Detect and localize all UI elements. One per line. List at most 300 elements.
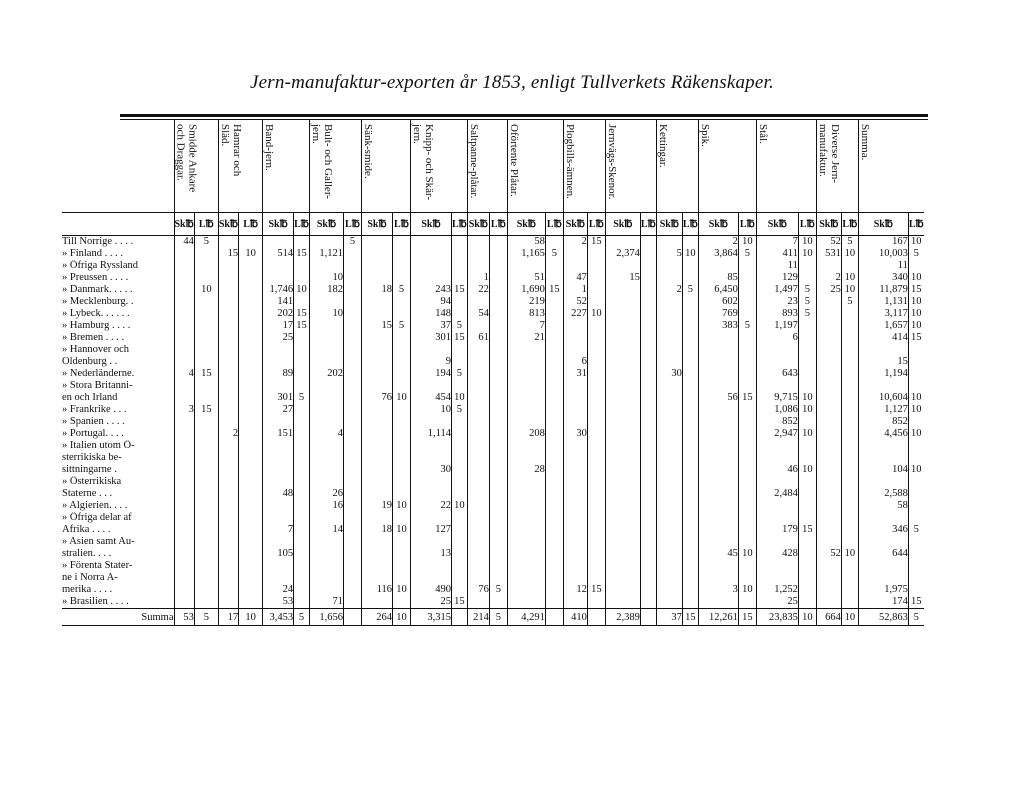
cell-lispund	[489, 464, 507, 476]
cell-skeppund	[816, 596, 841, 609]
cell-skeppund	[507, 452, 545, 464]
cell-lispund	[489, 260, 507, 272]
cell-skeppund: 664	[816, 609, 841, 626]
cell-skeppund	[218, 572, 238, 584]
cell-lispund	[798, 584, 816, 596]
cell-skeppund: 6	[563, 356, 587, 368]
cell-skeppund	[563, 416, 587, 428]
cell-skeppund	[605, 392, 640, 404]
cell-lispund: 10	[392, 609, 410, 626]
cell-lispund	[640, 404, 656, 416]
cell-skeppund: 7	[507, 320, 545, 332]
cell-skeppund: 15	[218, 248, 238, 260]
cell-skeppund	[563, 524, 587, 536]
cell-skeppund	[698, 404, 738, 416]
cell-skeppund	[656, 512, 682, 524]
cell-lispund	[640, 416, 656, 428]
cell-skeppund	[361, 488, 392, 500]
cell-lispund	[738, 560, 756, 572]
cell-skeppund	[174, 440, 194, 452]
cell-lispund	[194, 416, 218, 428]
column-header-label: Kettingar.	[656, 124, 669, 168]
cell-lispund	[908, 536, 923, 548]
cell-skeppund	[756, 380, 798, 392]
cell-lispund	[343, 500, 361, 512]
cell-lispund	[841, 308, 858, 320]
cell-skeppund: 148	[410, 308, 451, 320]
cell-skeppund	[816, 296, 841, 308]
cell-skeppund	[218, 332, 238, 344]
cell-skeppund: 411	[756, 248, 798, 260]
cell-lispund	[194, 308, 218, 320]
cell-lispund	[392, 344, 410, 356]
cell-lispund	[682, 332, 698, 344]
cell-lispund	[798, 548, 816, 560]
cell-lispund	[294, 260, 310, 272]
cell-lispund	[682, 356, 698, 368]
summa-row	[62, 609, 924, 626]
cell-lispund	[587, 296, 605, 308]
unit-lispund: L℔	[294, 213, 310, 236]
cell-lispund	[545, 572, 563, 584]
cell-skeppund	[263, 356, 294, 368]
cell-lispund	[392, 308, 410, 320]
cell-skeppund	[816, 344, 841, 356]
cell-lispund	[545, 236, 563, 249]
cell-skeppund: 85	[698, 272, 738, 284]
cell-lispund	[194, 500, 218, 512]
cell-skeppund: 129	[756, 272, 798, 284]
cell-skeppund	[507, 440, 545, 452]
cell-lispund	[392, 596, 410, 609]
cell-lispund: 10	[908, 392, 923, 404]
cell-skeppund	[467, 536, 489, 548]
cell-skeppund	[858, 536, 908, 548]
row-label: » Nederländerne.	[62, 368, 135, 379]
cell-lispund	[798, 488, 816, 500]
cell-lispund	[343, 524, 361, 536]
table-row	[62, 344, 924, 356]
cell-skeppund	[467, 476, 489, 488]
cell-skeppund: 25	[756, 596, 798, 609]
cell-lispund	[908, 560, 923, 572]
cell-skeppund: 11	[756, 260, 798, 272]
cell-skeppund: 44	[174, 236, 194, 249]
cell-skeppund	[218, 548, 238, 560]
column-header	[858, 120, 923, 213]
cell-lispund	[239, 284, 263, 296]
cell-lispund	[489, 344, 507, 356]
cell-lispund	[294, 572, 310, 584]
cell-skeppund	[263, 344, 294, 356]
cell-skeppund: 141	[263, 296, 294, 308]
cell-skeppund	[858, 440, 908, 452]
cell-lispund: 15	[194, 368, 218, 380]
cell-skeppund	[698, 356, 738, 368]
cell-lispund	[908, 572, 923, 584]
cell-lispund	[841, 392, 858, 404]
cell-skeppund: 53	[263, 596, 294, 609]
cell-lispund	[587, 452, 605, 464]
cell-skeppund	[263, 416, 294, 428]
cell-skeppund: 813	[507, 308, 545, 320]
cell-skeppund	[309, 584, 343, 596]
cell-lispund	[392, 572, 410, 584]
cell-lispund	[738, 464, 756, 476]
cell-skeppund: 428	[756, 548, 798, 560]
cell-skeppund: 61	[467, 332, 489, 344]
cell-skeppund	[656, 392, 682, 404]
cell-skeppund: 1,690	[507, 284, 545, 296]
cell-lispund	[545, 320, 563, 332]
cell-skeppund	[410, 488, 451, 500]
row-label: ne i Norra A-	[62, 572, 118, 583]
cell-lispund	[343, 380, 361, 392]
cell-skeppund	[858, 512, 908, 524]
units-blank	[62, 213, 174, 236]
cell-lispund	[392, 380, 410, 392]
cell-skeppund: 214	[467, 609, 489, 626]
cell-skeppund	[467, 260, 489, 272]
cell-lispund	[392, 536, 410, 548]
cell-skeppund	[605, 296, 640, 308]
cell-skeppund: 2	[563, 236, 587, 249]
cell-lispund	[451, 512, 467, 524]
row-label: » Italien utom Ö-	[62, 440, 135, 451]
cell-skeppund	[263, 452, 294, 464]
cell-skeppund	[816, 536, 841, 548]
cell-skeppund	[507, 260, 545, 272]
cell-skeppund	[309, 332, 343, 344]
cell-skeppund	[563, 380, 587, 392]
cell-skeppund	[174, 548, 194, 560]
cell-lispund	[738, 404, 756, 416]
table-row	[62, 332, 924, 344]
cell-lispund	[392, 464, 410, 476]
cell-skeppund: 30	[656, 368, 682, 380]
cell-lispund	[738, 368, 756, 380]
cell-lispund: 5	[392, 284, 410, 296]
cell-skeppund	[218, 596, 238, 609]
cell-skeppund	[174, 512, 194, 524]
cell-skeppund	[361, 344, 392, 356]
cell-lispund	[587, 428, 605, 440]
cell-skeppund	[605, 452, 640, 464]
cell-lispund	[908, 344, 923, 356]
cell-lispund	[451, 308, 467, 320]
cell-skeppund	[816, 380, 841, 392]
cell-lispund	[239, 476, 263, 488]
cell-lispund: 10	[798, 248, 816, 260]
cell-skeppund	[467, 452, 489, 464]
cell-skeppund	[756, 500, 798, 512]
cell-lispund	[798, 368, 816, 380]
cell-lispund: 5	[545, 248, 563, 260]
cell-skeppund: 23	[756, 296, 798, 308]
cell-skeppund: 127	[410, 524, 451, 536]
cell-lispund	[194, 392, 218, 404]
unit-skeppund: Sk℔	[263, 213, 294, 236]
cell-skeppund	[263, 236, 294, 249]
cell-lispund	[451, 524, 467, 536]
cell-lispund: 5	[451, 404, 467, 416]
cell-skeppund	[309, 260, 343, 272]
cell-lispund	[587, 548, 605, 560]
cell-skeppund	[309, 236, 343, 249]
cell-lispund: 10	[682, 248, 698, 260]
cell-lispund	[798, 416, 816, 428]
cell-skeppund: 104	[858, 464, 908, 476]
cell-lispund: 10	[798, 404, 816, 416]
cell-lispund	[194, 572, 218, 584]
cell-skeppund: 1,656	[309, 609, 343, 626]
cell-lispund	[343, 416, 361, 428]
cell-lispund: 15	[451, 596, 467, 609]
cell-skeppund	[467, 500, 489, 512]
page-title: Jern-manufaktur-exporten år 1853, enligt Tullverkets Räkenskaper.	[250, 72, 774, 93]
column-header	[656, 120, 698, 213]
cell-skeppund	[563, 332, 587, 344]
cell-skeppund	[507, 596, 545, 609]
cell-skeppund: 219	[507, 296, 545, 308]
cell-skeppund	[263, 572, 294, 584]
row-label: sittningarne .	[62, 464, 117, 475]
cell-lispund	[545, 452, 563, 464]
cell-lispund	[451, 260, 467, 272]
row-label: Oldenburg . .	[62, 356, 118, 367]
cell-skeppund	[309, 404, 343, 416]
cell-lispund	[587, 512, 605, 524]
cell-skeppund: 3,117	[858, 308, 908, 320]
cell-skeppund: 410	[563, 609, 587, 626]
cell-skeppund	[361, 248, 392, 260]
cell-skeppund: 105	[263, 548, 294, 560]
cell-lispund	[294, 452, 310, 464]
cell-skeppund: 174	[858, 596, 908, 609]
cell-skeppund	[218, 512, 238, 524]
cell-lispund	[798, 380, 816, 392]
cell-lispund: 10	[392, 392, 410, 404]
cell-lispund: 5	[908, 609, 923, 626]
cell-skeppund	[361, 260, 392, 272]
cell-lispund	[798, 560, 816, 572]
cell-skeppund	[816, 368, 841, 380]
cell-skeppund	[309, 536, 343, 548]
column-header-label: Bult- och Galler- jern.	[309, 124, 334, 199]
cell-skeppund: 1,121	[309, 248, 343, 260]
cell-lispund	[587, 380, 605, 392]
cell-skeppund	[656, 296, 682, 308]
cell-skeppund: 1,975	[858, 584, 908, 596]
cell-skeppund	[605, 320, 640, 332]
cell-lispund	[451, 440, 467, 452]
cell-lispund	[841, 452, 858, 464]
row-label: » Brasilien . . . .	[62, 596, 129, 607]
cell-lispund	[343, 344, 361, 356]
cell-lispund	[545, 464, 563, 476]
cell-skeppund: 71	[309, 596, 343, 609]
cell-lispund	[798, 272, 816, 284]
cell-skeppund	[563, 488, 587, 500]
cell-lispund: 10	[587, 308, 605, 320]
cell-lispund	[489, 308, 507, 320]
cell-skeppund	[858, 380, 908, 392]
cell-lispund: 10	[908, 308, 923, 320]
table-row	[62, 548, 924, 560]
cell-lispund	[294, 296, 310, 308]
cell-skeppund	[467, 596, 489, 609]
cell-lispund	[294, 356, 310, 368]
cell-lispund	[587, 524, 605, 536]
cell-lispund	[239, 488, 263, 500]
cell-skeppund	[698, 524, 738, 536]
cell-skeppund	[563, 548, 587, 560]
cell-lispund	[239, 356, 263, 368]
units-row	[62, 213, 924, 236]
cell-lispund	[451, 476, 467, 488]
cell-lispund	[451, 464, 467, 476]
cell-lispund	[841, 596, 858, 609]
cell-skeppund	[698, 596, 738, 609]
cell-lispund	[294, 560, 310, 572]
cell-lispund	[392, 560, 410, 572]
cell-lispund	[587, 440, 605, 452]
cell-lispund	[294, 476, 310, 488]
cell-lispund	[294, 272, 310, 284]
cell-skeppund	[698, 560, 738, 572]
cell-skeppund	[410, 260, 451, 272]
unit-lispund: L℔	[451, 213, 467, 236]
row-label: » Finland . . . .	[62, 248, 123, 259]
cell-skeppund	[698, 476, 738, 488]
cell-skeppund	[218, 368, 238, 380]
cell-lispund	[908, 548, 923, 560]
cell-lispund	[489, 488, 507, 500]
cell-lispund	[841, 380, 858, 392]
cell-lispund	[738, 416, 756, 428]
cell-skeppund	[656, 236, 682, 249]
cell-skeppund	[605, 548, 640, 560]
cell-lispund	[239, 452, 263, 464]
cell-lispund: 10	[194, 284, 218, 296]
cell-skeppund	[361, 572, 392, 584]
unit-lispund: L℔	[545, 213, 563, 236]
cell-lispund	[392, 260, 410, 272]
cell-skeppund	[563, 320, 587, 332]
cell-lispund	[908, 380, 923, 392]
table-row	[62, 536, 924, 548]
cell-skeppund	[467, 560, 489, 572]
cell-lispund	[640, 452, 656, 464]
cell-skeppund	[605, 596, 640, 609]
cell-lispund	[841, 416, 858, 428]
cell-lispund: 10	[908, 236, 923, 249]
header-blank	[62, 120, 174, 213]
cell-skeppund	[361, 560, 392, 572]
cell-skeppund	[467, 512, 489, 524]
cell-skeppund	[656, 440, 682, 452]
cell-skeppund	[507, 368, 545, 380]
table-row	[62, 584, 924, 596]
cell-lispund: 10	[451, 392, 467, 404]
unit-skeppund: Sk℔	[816, 213, 841, 236]
cell-lispund	[489, 392, 507, 404]
cell-lispund	[738, 476, 756, 488]
cell-lispund	[294, 584, 310, 596]
cell-skeppund	[410, 560, 451, 572]
cell-lispund	[587, 392, 605, 404]
cell-lispund	[392, 272, 410, 284]
table-row	[62, 524, 924, 536]
cell-lispund: 10	[841, 248, 858, 260]
cell-skeppund	[816, 500, 841, 512]
table-row	[62, 500, 924, 512]
cell-skeppund	[361, 332, 392, 344]
cell-skeppund	[309, 356, 343, 368]
cell-skeppund	[361, 440, 392, 452]
cell-lispund	[343, 296, 361, 308]
cell-skeppund	[605, 584, 640, 596]
table-row	[62, 320, 924, 332]
cell-skeppund: 10,003	[858, 248, 908, 260]
cell-skeppund	[507, 584, 545, 596]
cell-lispund	[489, 548, 507, 560]
cell-skeppund	[174, 392, 194, 404]
cell-skeppund	[218, 404, 238, 416]
cell-lispund	[798, 260, 816, 272]
cell-skeppund: 2,484	[756, 488, 798, 500]
cell-skeppund: 45	[698, 548, 738, 560]
cell-skeppund: 227	[563, 308, 587, 320]
cell-skeppund	[174, 284, 194, 296]
cell-lispund	[343, 452, 361, 464]
cell-lispund	[343, 464, 361, 476]
cell-skeppund	[605, 536, 640, 548]
cell-skeppund	[174, 296, 194, 308]
cell-skeppund	[218, 560, 238, 572]
cell-skeppund	[605, 284, 640, 296]
row-label: Staterne . . .	[62, 488, 113, 499]
unit-skeppund: Sk℔	[309, 213, 343, 236]
cell-lispund	[738, 440, 756, 452]
cell-skeppund	[410, 512, 451, 524]
cell-lispund	[841, 344, 858, 356]
cell-lispund	[239, 416, 263, 428]
cell-lispund	[194, 464, 218, 476]
cell-lispund	[489, 284, 507, 296]
cell-lispund	[682, 584, 698, 596]
cell-skeppund	[467, 404, 489, 416]
cell-skeppund	[361, 404, 392, 416]
row-label: sterrikiska be-	[62, 452, 122, 463]
cell-lispund: 5	[451, 368, 467, 380]
cell-skeppund	[656, 584, 682, 596]
cell-lispund	[738, 308, 756, 320]
cell-lispund	[587, 272, 605, 284]
cell-lispund	[489, 248, 507, 260]
cell-lispund: 5	[343, 236, 361, 249]
cell-lispund	[587, 464, 605, 476]
cell-lispund	[738, 272, 756, 284]
cell-skeppund: 22	[467, 284, 489, 296]
cell-lispund: 5	[392, 320, 410, 332]
export-table	[62, 120, 924, 626]
cell-lispund	[239, 344, 263, 356]
cell-skeppund	[563, 344, 587, 356]
row-label: Summa	[62, 609, 174, 626]
cell-lispund	[489, 596, 507, 609]
cell-lispund	[640, 356, 656, 368]
